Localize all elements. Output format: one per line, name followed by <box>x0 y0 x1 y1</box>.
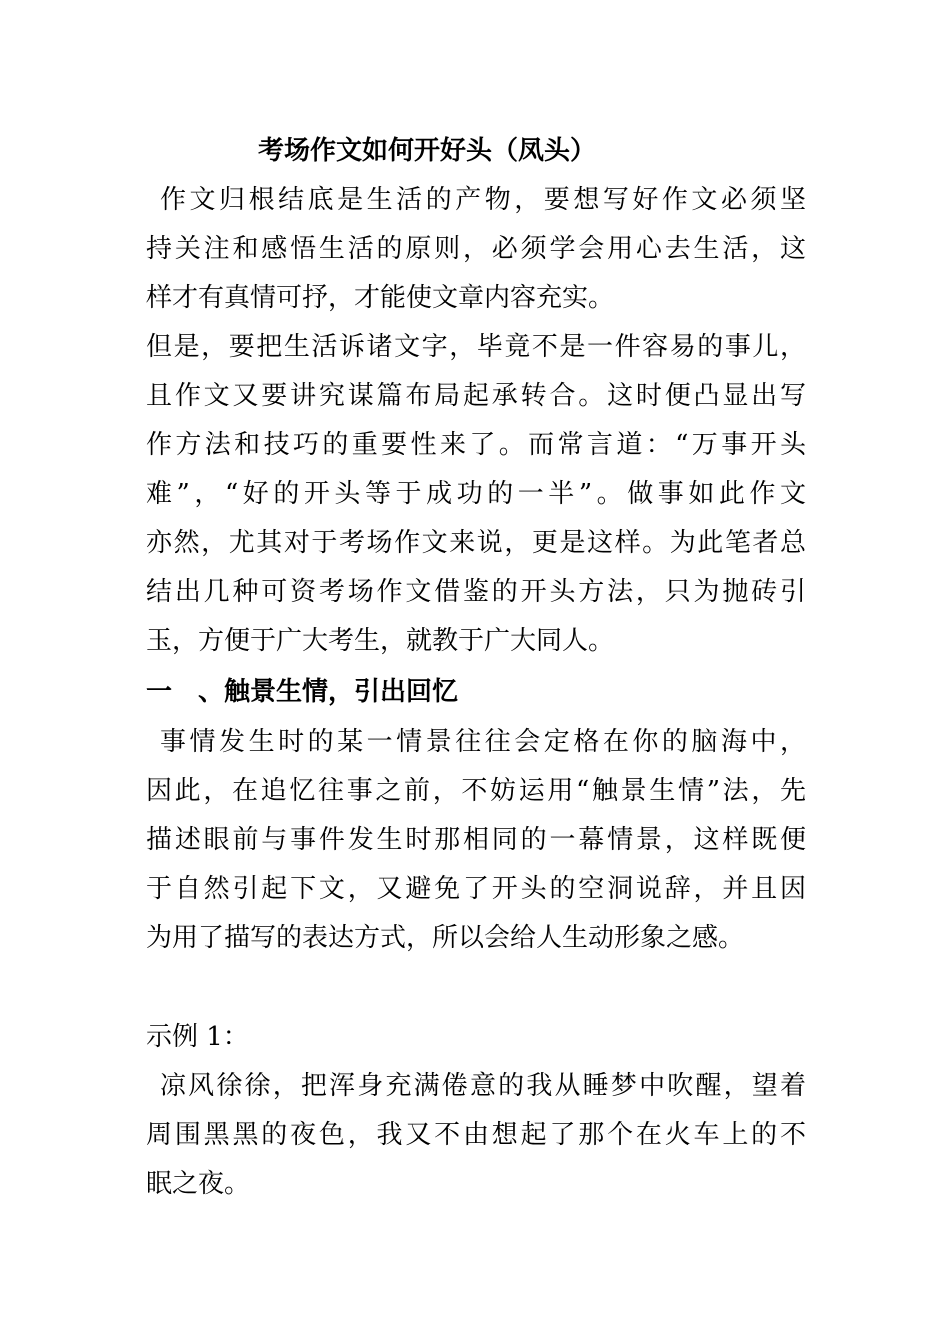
document-body <box>146 126 806 1209</box>
text-line: 作文归根结底是生活的产物，要想写好作文必须坚 <box>160 185 806 215</box>
section-paragraph <box>146 718 806 963</box>
section-heading <box>146 666 806 718</box>
text-line: 事情发生时的某一情景往往会定格在你的脑海中， <box>160 727 806 757</box>
text-line: 描述眼前与事件发生时那相同的一幕情景，这样既便 <box>146 825 806 855</box>
document-title: 考场作文如何开好头（凤头） <box>258 136 597 166</box>
intro-paragraph-1 <box>146 176 806 323</box>
section-number: 一 <box>146 677 173 707</box>
text-line: 亦然，尤其对于考场作文来说，更是这样。为此笔者总 <box>146 528 806 558</box>
example-paragraph <box>146 1062 806 1209</box>
text-line: 周围黑黑的夜色，我又不由想起了那个在火车上的不 <box>146 1120 806 1150</box>
text-line: 为用了描写的表达方式，所以会给人生动形象之感。 <box>146 923 745 953</box>
text-line: 但是，要把生活诉诸文字，毕竟不是一件容易的事儿， <box>146 332 806 362</box>
section-heading-text: 、触景生情，引出回忆 <box>198 677 459 707</box>
text-line: 眠之夜。 <box>146 1169 251 1199</box>
example-label: 示例 1： <box>146 1022 249 1052</box>
blank-line <box>146 963 806 1013</box>
intro-paragraph-2 <box>146 323 806 666</box>
text-line: 作方法和技巧的重要性来了。而常言道：“万事开头 <box>146 430 806 460</box>
text-line: 样才有真情可抒，才能使文章内容充实。 <box>146 283 615 313</box>
text-line: 于自然引起下文，又避免了开头的空洞说辞，并且因 <box>146 874 806 904</box>
text-line: 玉，方便于广大考生，就教于广大同人。 <box>146 626 615 656</box>
text-line: 因此，在追忆往事之前，不妨运用“触景生情”法，先 <box>146 776 806 806</box>
text-line: 凉风徐徐，把浑身充满倦意的我从睡梦中吹醒，望着 <box>160 1071 806 1101</box>
text-line: 且作文又要讲究谋篇布局起承转合。这时便凸显出写 <box>146 381 806 411</box>
text-line: 难”，“好的开头等于成功的一半”。做事如此作文 <box>146 479 806 509</box>
text-line: 结出几种可资考场作文借鉴的开头方法，只为抛砖引 <box>146 577 806 607</box>
text-line: 持关注和感悟生活的原则，必须学会用心去生活，这 <box>146 234 806 264</box>
